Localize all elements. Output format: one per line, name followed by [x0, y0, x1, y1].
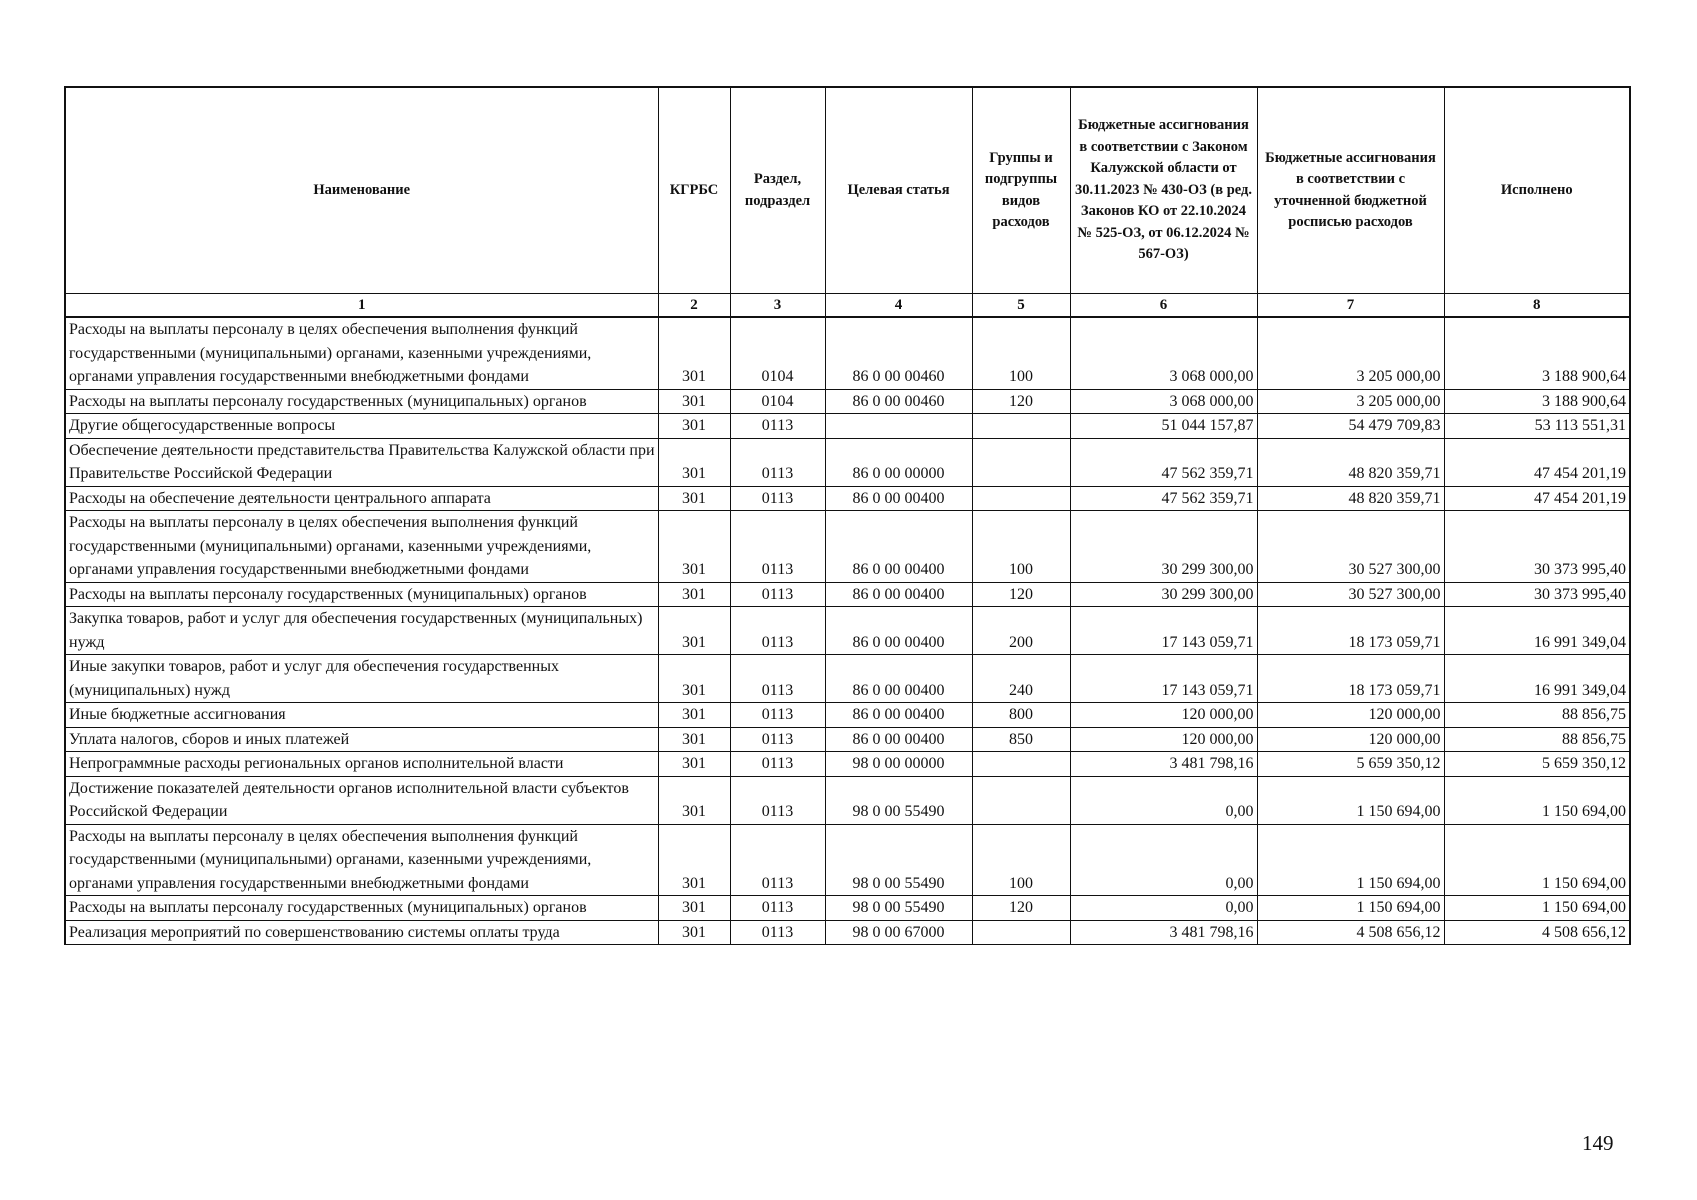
row-law-amount: 120 000,00: [1070, 703, 1257, 728]
column-number-row: [65, 294, 1630, 318]
row-refined-amount: 120 000,00: [1257, 703, 1444, 728]
header-refined: Бюджетные ассигнования в соответствии с уточненной бюджетной росписью расходов: [1257, 87, 1444, 294]
row-refined-amount: 1 150 694,00: [1257, 776, 1444, 824]
column-number: 4: [825, 294, 972, 318]
table-row: [65, 727, 1630, 752]
table-row: [65, 896, 1630, 921]
row-refined-amount: 1 150 694,00: [1257, 824, 1444, 896]
row-section: 0113: [730, 655, 825, 703]
row-refined-amount: 18 173 059,71: [1257, 607, 1444, 655]
row-name: Расходы на выплаты персоналу государственных (муниципальных) органов: [65, 582, 658, 607]
table-row: [65, 703, 1630, 728]
row-group: 200: [972, 607, 1070, 655]
table-row: [65, 486, 1630, 511]
row-target: 98 0 00 55490: [825, 824, 972, 896]
row-section: 0113: [730, 511, 825, 583]
row-group: [972, 486, 1070, 511]
row-group: [972, 776, 1070, 824]
row-law-amount: 120 000,00: [1070, 727, 1257, 752]
row-refined-amount: 30 527 300,00: [1257, 582, 1444, 607]
row-law-amount: 17 143 059,71: [1070, 607, 1257, 655]
table-row: [65, 655, 1630, 703]
table-row: [65, 920, 1630, 945]
row-refined-amount: 48 820 359,71: [1257, 486, 1444, 511]
row-law-amount: 3 068 000,00: [1070, 317, 1257, 389]
row-target: 86 0 00 00400: [825, 486, 972, 511]
row-section: 0104: [730, 317, 825, 389]
row-group: 240: [972, 655, 1070, 703]
header-executed: Исполнено: [1444, 87, 1630, 294]
row-target: 86 0 00 00400: [825, 607, 972, 655]
row-refined-amount: 18 173 059,71: [1257, 655, 1444, 703]
row-section: 0113: [730, 607, 825, 655]
table-row: [65, 317, 1630, 389]
column-number: 1: [65, 294, 658, 318]
budget-table: [64, 86, 1631, 945]
column-number: 7: [1257, 294, 1444, 318]
column-number: 2: [658, 294, 730, 318]
row-section: 0113: [730, 582, 825, 607]
row-kgrbs: 301: [658, 752, 730, 777]
row-kgrbs: 301: [658, 655, 730, 703]
row-group: 100: [972, 824, 1070, 896]
row-refined-amount: 120 000,00: [1257, 727, 1444, 752]
row-refined-amount: 30 527 300,00: [1257, 511, 1444, 583]
row-target: 98 0 00 00000: [825, 752, 972, 777]
row-group: 120: [972, 582, 1070, 607]
row-target: 98 0 00 55490: [825, 896, 972, 921]
row-executed-amount: 88 856,75: [1444, 727, 1630, 752]
table-row: [65, 824, 1630, 896]
row-name: Закупка товаров, работ и услуг для обеспечения государственных (муниципальных) нужд: [65, 607, 658, 655]
row-kgrbs: 301: [658, 920, 730, 945]
table-row: [65, 607, 1630, 655]
table-row: [65, 438, 1630, 486]
row-section: 0113: [730, 896, 825, 921]
row-executed-amount: 5 659 350,12: [1444, 752, 1630, 777]
header-law: Бюджетные ассигнования в соответствии с Законом Калужской области от 30.11.2023 № 430-ОЗ (в ред. Законов КО от 22.10.2024 № 525-ОЗ, от 06.12.2024 № 567-ОЗ): [1070, 87, 1257, 294]
row-section: 0113: [730, 727, 825, 752]
table-row: [65, 511, 1630, 583]
table-row: [65, 414, 1630, 439]
row-law-amount: 30 299 300,00: [1070, 582, 1257, 607]
row-section: 0113: [730, 824, 825, 896]
row-law-amount: 47 562 359,71: [1070, 438, 1257, 486]
header-section: Раздел, подраздел: [730, 87, 825, 294]
row-law-amount: 47 562 359,71: [1070, 486, 1257, 511]
row-executed-amount: 1 150 694,00: [1444, 896, 1630, 921]
row-kgrbs: 301: [658, 511, 730, 583]
header-groups: Группы и подгруппы видов расходов: [972, 87, 1070, 294]
row-target: 86 0 00 00460: [825, 317, 972, 389]
row-section: 0113: [730, 486, 825, 511]
row-law-amount: 3 481 798,16: [1070, 920, 1257, 945]
row-law-amount: 30 299 300,00: [1070, 511, 1257, 583]
row-executed-amount: 47 454 201,19: [1444, 438, 1630, 486]
table-row: [65, 776, 1630, 824]
column-number: 8: [1444, 294, 1630, 318]
row-name: Реализация мероприятий по совершенствованию системы оплаты труда: [65, 920, 658, 945]
row-target: 86 0 00 00000: [825, 438, 972, 486]
row-section: 0113: [730, 776, 825, 824]
row-target: 86 0 00 00400: [825, 727, 972, 752]
row-kgrbs: 301: [658, 486, 730, 511]
row-refined-amount: 4 508 656,12: [1257, 920, 1444, 945]
row-refined-amount: 3 205 000,00: [1257, 389, 1444, 414]
row-target: 86 0 00 00400: [825, 703, 972, 728]
row-refined-amount: 1 150 694,00: [1257, 896, 1444, 921]
row-executed-amount: 3 188 900,64: [1444, 317, 1630, 389]
row-name: Расходы на выплаты персоналу государственных (муниципальных) органов: [65, 389, 658, 414]
row-target: 86 0 00 00460: [825, 389, 972, 414]
row-executed-amount: 1 150 694,00: [1444, 776, 1630, 824]
page-number: 149: [1582, 1131, 1614, 1155]
row-kgrbs: 301: [658, 703, 730, 728]
row-group: 100: [972, 317, 1070, 389]
table-body: [65, 317, 1630, 945]
row-group: 120: [972, 896, 1070, 921]
row-law-amount: 0,00: [1070, 896, 1257, 921]
row-group: 100: [972, 511, 1070, 583]
row-executed-amount: 16 991 349,04: [1444, 655, 1630, 703]
row-name: Расходы на обеспечение деятельности центрального аппарата: [65, 486, 658, 511]
row-kgrbs: 301: [658, 896, 730, 921]
table-row: [65, 582, 1630, 607]
budget-table-container: [64, 86, 1629, 945]
row-target: [825, 414, 972, 439]
header-row: [65, 87, 1630, 294]
row-name: Достижение показателей деятельности органов исполнительной власти субъектов Российской Федерации: [65, 776, 658, 824]
table-row: [65, 752, 1630, 777]
row-target: 86 0 00 00400: [825, 655, 972, 703]
row-law-amount: 3 068 000,00: [1070, 389, 1257, 414]
row-executed-amount: 47 454 201,19: [1444, 486, 1630, 511]
row-kgrbs: 301: [658, 582, 730, 607]
row-kgrbs: 301: [658, 438, 730, 486]
row-law-amount: 0,00: [1070, 824, 1257, 896]
row-kgrbs: 301: [658, 727, 730, 752]
row-refined-amount: 48 820 359,71: [1257, 438, 1444, 486]
row-section: 0113: [730, 920, 825, 945]
row-target: 98 0 00 55490: [825, 776, 972, 824]
row-kgrbs: 301: [658, 317, 730, 389]
row-group: 800: [972, 703, 1070, 728]
row-group: [972, 414, 1070, 439]
row-kgrbs: 301: [658, 824, 730, 896]
column-number: 3: [730, 294, 825, 318]
row-executed-amount: 3 188 900,64: [1444, 389, 1630, 414]
row-group: 120: [972, 389, 1070, 414]
row-section: 0113: [730, 752, 825, 777]
row-refined-amount: 5 659 350,12: [1257, 752, 1444, 777]
row-group: [972, 752, 1070, 777]
row-refined-amount: 54 479 709,83: [1257, 414, 1444, 439]
row-kgrbs: 301: [658, 389, 730, 414]
row-law-amount: 3 481 798,16: [1070, 752, 1257, 777]
row-name: Расходы на выплаты персоналу в целях обеспечения выполнения функций государственными (муниципальными) органами, казенными учреждениями, органами управления государственными внебюджетными фондами: [65, 317, 658, 389]
row-executed-amount: 30 373 995,40: [1444, 511, 1630, 583]
row-section: 0113: [730, 438, 825, 486]
row-law-amount: 17 143 059,71: [1070, 655, 1257, 703]
row-executed-amount: 53 113 551,31: [1444, 414, 1630, 439]
row-kgrbs: 301: [658, 776, 730, 824]
row-section: 0104: [730, 389, 825, 414]
column-number: 6: [1070, 294, 1257, 318]
row-executed-amount: 16 991 349,04: [1444, 607, 1630, 655]
row-target: 86 0 00 00400: [825, 582, 972, 607]
row-kgrbs: 301: [658, 414, 730, 439]
row-executed-amount: 4 508 656,12: [1444, 920, 1630, 945]
row-target: 98 0 00 67000: [825, 920, 972, 945]
row-group: [972, 920, 1070, 945]
row-executed-amount: 88 856,75: [1444, 703, 1630, 728]
header-kgrbs: КГРБС: [658, 87, 730, 294]
table-row: [65, 389, 1630, 414]
row-name: Расходы на выплаты персоналу государственных (муниципальных) органов: [65, 896, 658, 921]
row-name: Иные закупки товаров, работ и услуг для обеспечения государственных (муниципальных) нужд: [65, 655, 658, 703]
row-target: 86 0 00 00400: [825, 511, 972, 583]
row-group: [972, 438, 1070, 486]
row-executed-amount: 30 373 995,40: [1444, 582, 1630, 607]
row-name: Непрограммные расходы региональных органов исполнительной власти: [65, 752, 658, 777]
row-section: 0113: [730, 703, 825, 728]
header-name: Наименование: [65, 87, 658, 294]
row-name: Иные бюджетные ассигнования: [65, 703, 658, 728]
row-name: Расходы на выплаты персоналу в целях обеспечения выполнения функций государственными (муниципальными) органами, казенными учреждениями, органами управления государственными внебюджетными фондами: [65, 824, 658, 896]
row-group: 850: [972, 727, 1070, 752]
header-target: Целевая статья: [825, 87, 972, 294]
row-name: Расходы на выплаты персоналу в целях обеспечения выполнения функций государственными (муниципальными) органами, казенными учреждениями, органами управления государственными внебюджетными фондами: [65, 511, 658, 583]
row-kgrbs: 301: [658, 607, 730, 655]
column-number: 5: [972, 294, 1070, 318]
row-law-amount: 51 044 157,87: [1070, 414, 1257, 439]
row-name: Другие общегосударственные вопросы: [65, 414, 658, 439]
row-name: Уплата налогов, сборов и иных платежей: [65, 727, 658, 752]
row-section: 0113: [730, 414, 825, 439]
row-refined-amount: 3 205 000,00: [1257, 317, 1444, 389]
row-name: Обеспечение деятельности представительства Правительства Калужской области при Правительстве Российской Федерации: [65, 438, 658, 486]
row-law-amount: 0,00: [1070, 776, 1257, 824]
row-executed-amount: 1 150 694,00: [1444, 824, 1630, 896]
